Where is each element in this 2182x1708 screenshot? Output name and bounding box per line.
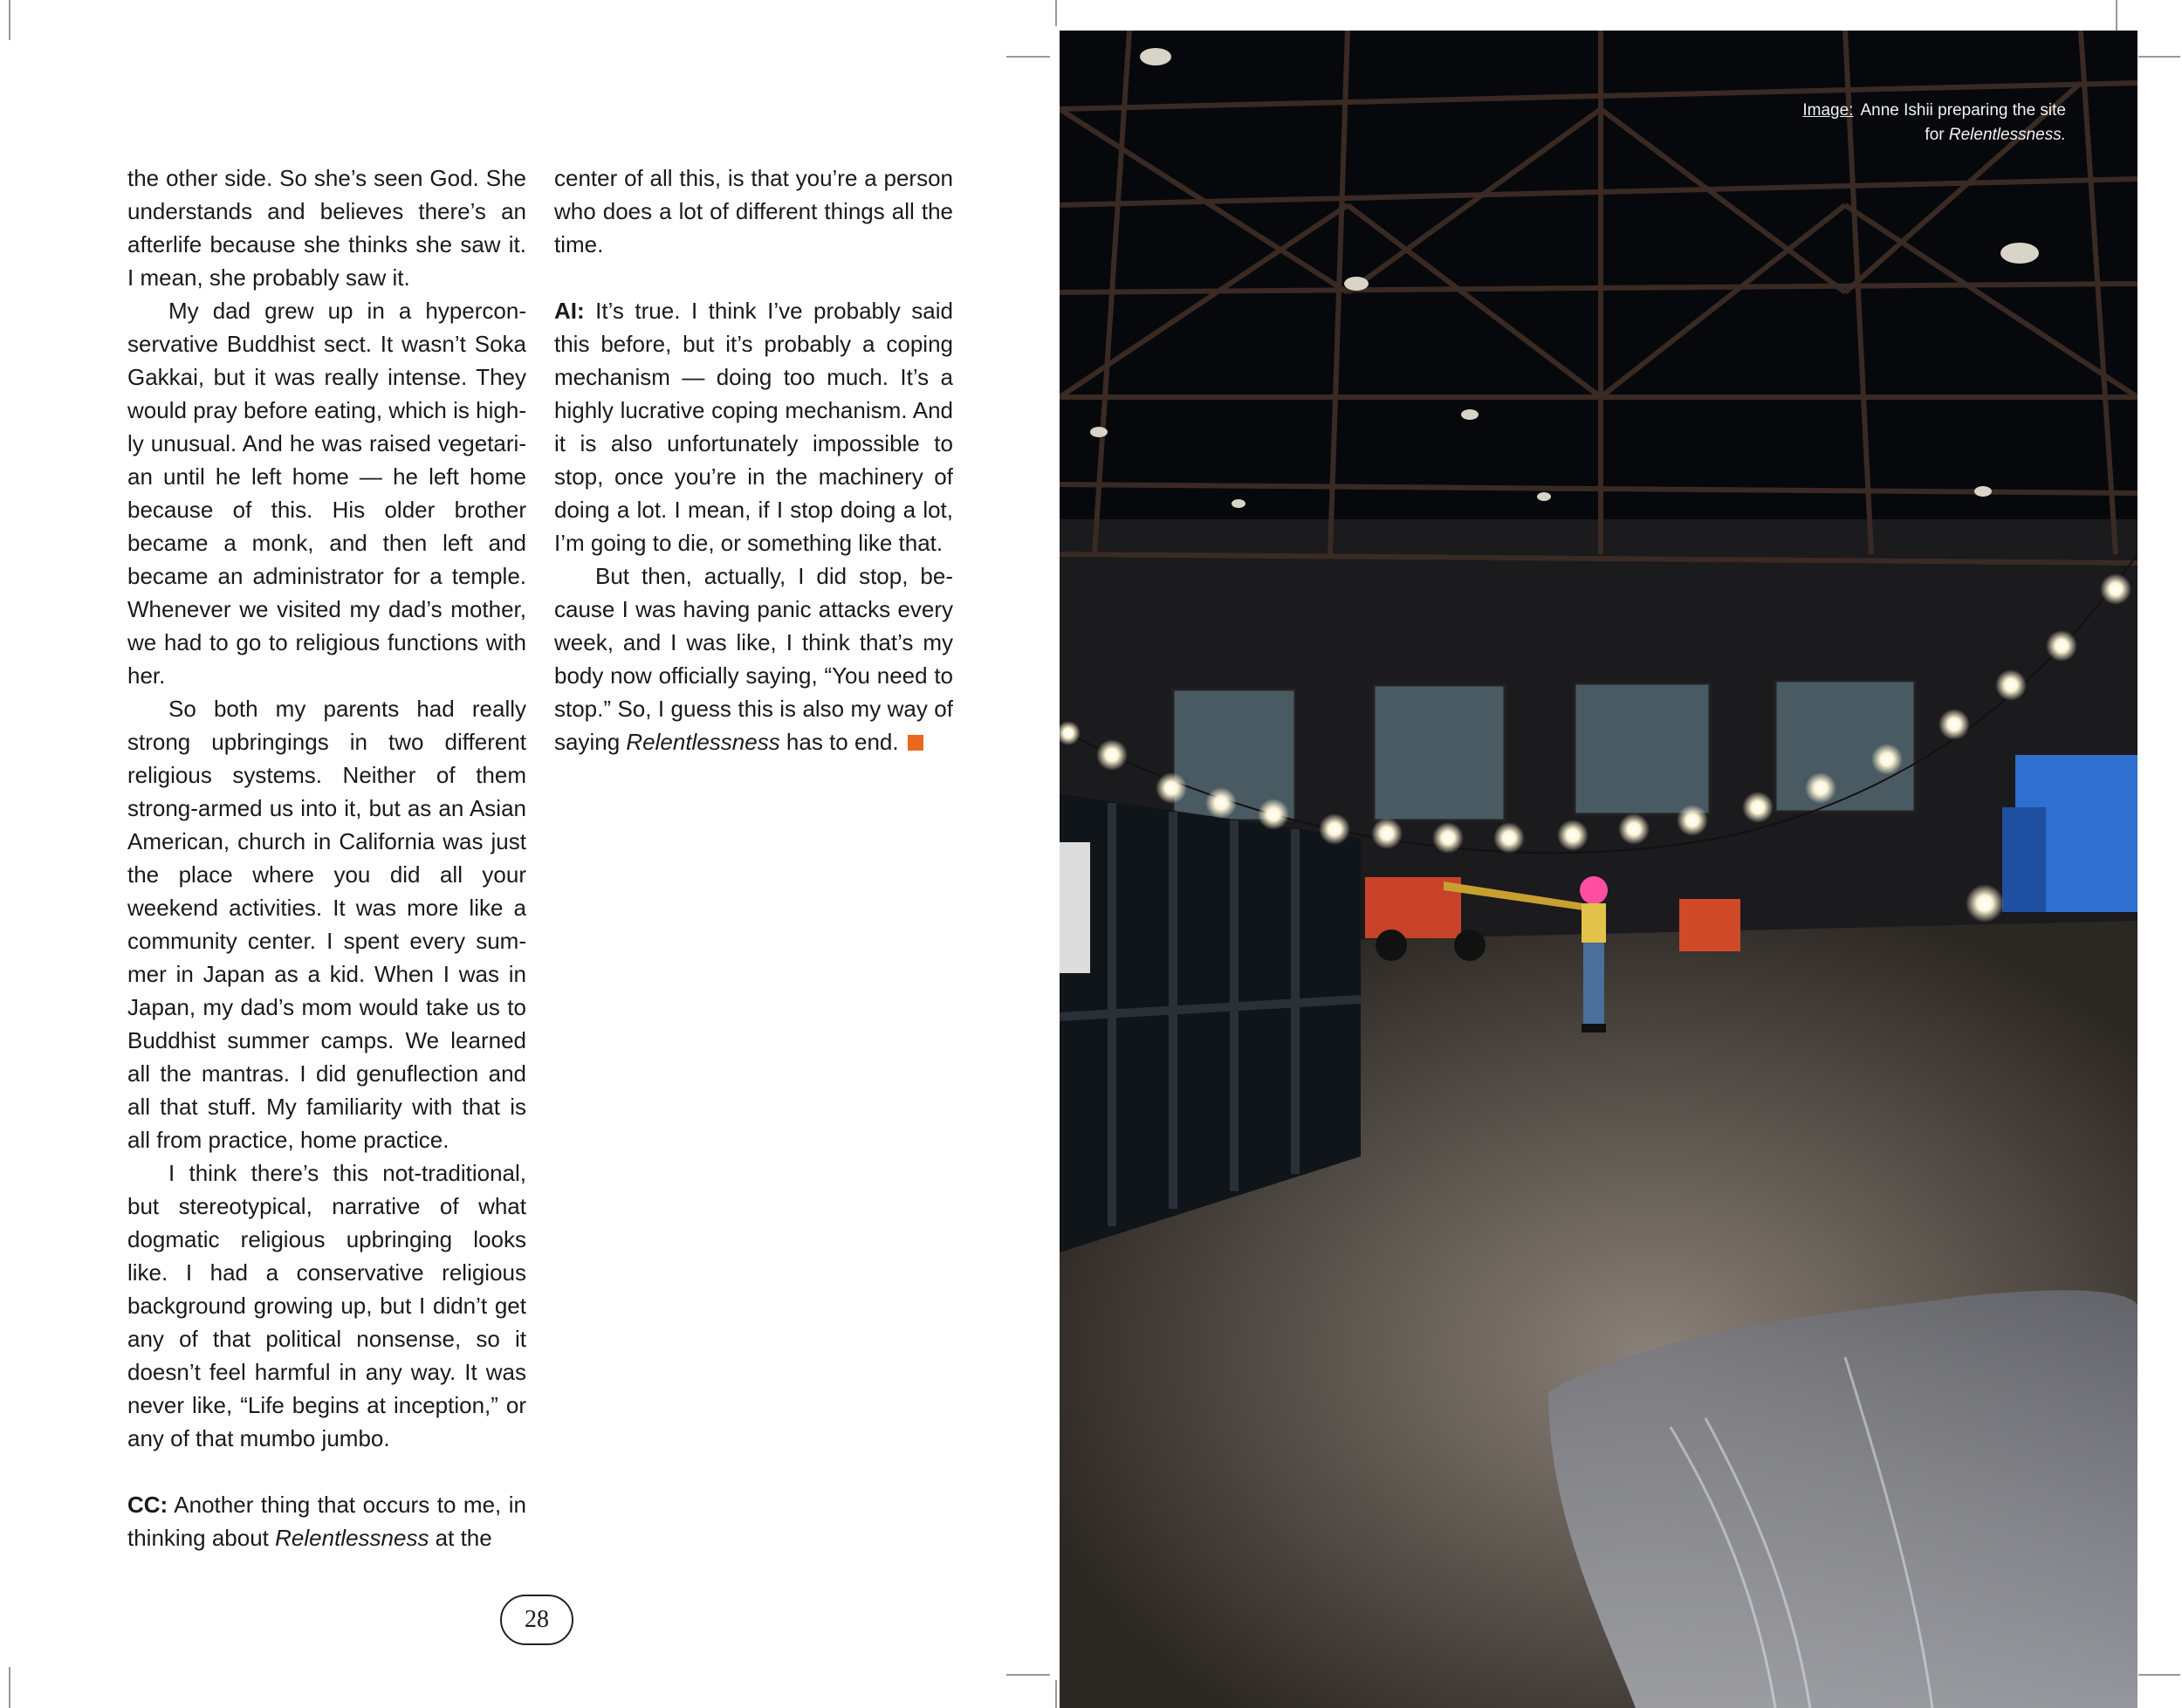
page-number: 28 bbox=[500, 1595, 573, 1645]
text-run: It’s true. I think I’ve probably said this before, but it’s probably a coping mechanism — doing too much. It’s a highly lucrative coping mechanism. And it is also unfortunately impossible to stop, once you’re in the machinery of doing a lot. I mean, if I stop doing a lot, I’m going to die, or something like that. bbox=[554, 298, 953, 556]
text-run: has to end. bbox=[779, 729, 899, 755]
caption-line bbox=[1802, 123, 2066, 147]
warehouse-photo bbox=[1060, 31, 2137, 1708]
caption-title-italic: Relentlessness. bbox=[1948, 126, 2066, 144]
end-mark-icon bbox=[908, 735, 923, 751]
crop-mark bbox=[9, 1667, 10, 1708]
crop-mark bbox=[1006, 1674, 1050, 1676]
text-run: at the bbox=[429, 1525, 492, 1551]
title-italic: Relentlessness bbox=[626, 729, 780, 755]
paragraph-ai bbox=[554, 294, 953, 559]
paragraph: I think there’s this not-traditional, but stereotypical, narrative of what dogmatic religious upbringing looks like. I had a conservative religious background growing up, but I didn’t get any of that political nonsense, so it doesn’t feel harmful in any way. It was never like, “Life begins at inception,” or any of that mumbo jumbo. bbox=[127, 1160, 526, 1451]
speaker-label: CC: bbox=[127, 1492, 168, 1518]
warehouse-illustration bbox=[1060, 31, 2137, 1708]
paragraph bbox=[554, 559, 953, 758]
caption-label: Image: bbox=[1802, 101, 1854, 120]
crop-mark bbox=[2138, 56, 2180, 58]
text-run: But then, actually, I did stop, because I was having panic attacks every week, and I was like, I think that’s my body now officially saying, “You need to stop.” So, I guess this is also my way of saying bbox=[554, 563, 953, 755]
paragraph: My dad grew up in a hyperconservative Buddhist sect. It wasn’t Soka Gakkai, but it was really intense. They would pray before eating, which is highly unusual. And he was raised vegetarian until he left home — he left home because of this. His older brother became a monk, and then left and became an administrator for a temple. Whenever we visited my dad’s mother, we had to go to religious functions with her. bbox=[127, 298, 526, 689]
left-page bbox=[0, 0, 1056, 1708]
crop-mark bbox=[2138, 1674, 2180, 1676]
crop-mark bbox=[1055, 1680, 1057, 1708]
caption-text: Anne Ishii preparing the site bbox=[1860, 101, 2066, 120]
text-run: Another thing that occurs to me, in thinking about bbox=[127, 1492, 526, 1551]
paragraph-cc bbox=[127, 1488, 526, 1554]
caption-line bbox=[1802, 99, 2066, 123]
text-column-right bbox=[554, 161, 953, 758]
paragraph: center of all this, is that you’re a person who does a lot of different things all the time. bbox=[554, 165, 953, 257]
crop-mark bbox=[9, 0, 10, 40]
crop-mark bbox=[1006, 56, 1050, 58]
text-column-left bbox=[127, 161, 526, 1554]
crop-mark bbox=[1055, 0, 1057, 26]
paragraph: So both my parents had really strong upbringings in two different religious systems. Neither of them strong-armed us into it, but as an Asian American, church in California was just the place where you did all your weekend activities. It was more like a community center. I spent every summer in Japan as a kid. When I was in Japan, my dad’s mom would take us to Buddhist summer camps. We learned all the mantras. I did genuflection and all that stuff. My familiarity with that is all from practice, home practice. bbox=[127, 696, 526, 1153]
title-italic: Relentlessness bbox=[275, 1525, 429, 1551]
caption-text: for bbox=[1925, 126, 1949, 144]
paragraph: the other side. So she’s seen God. She understands and believes there’s an afterlife because she thinks she saw it. I mean, she probably saw it. bbox=[127, 165, 526, 291]
photo-caption bbox=[1802, 99, 2066, 147]
speaker-label: AI: bbox=[554, 298, 585, 324]
